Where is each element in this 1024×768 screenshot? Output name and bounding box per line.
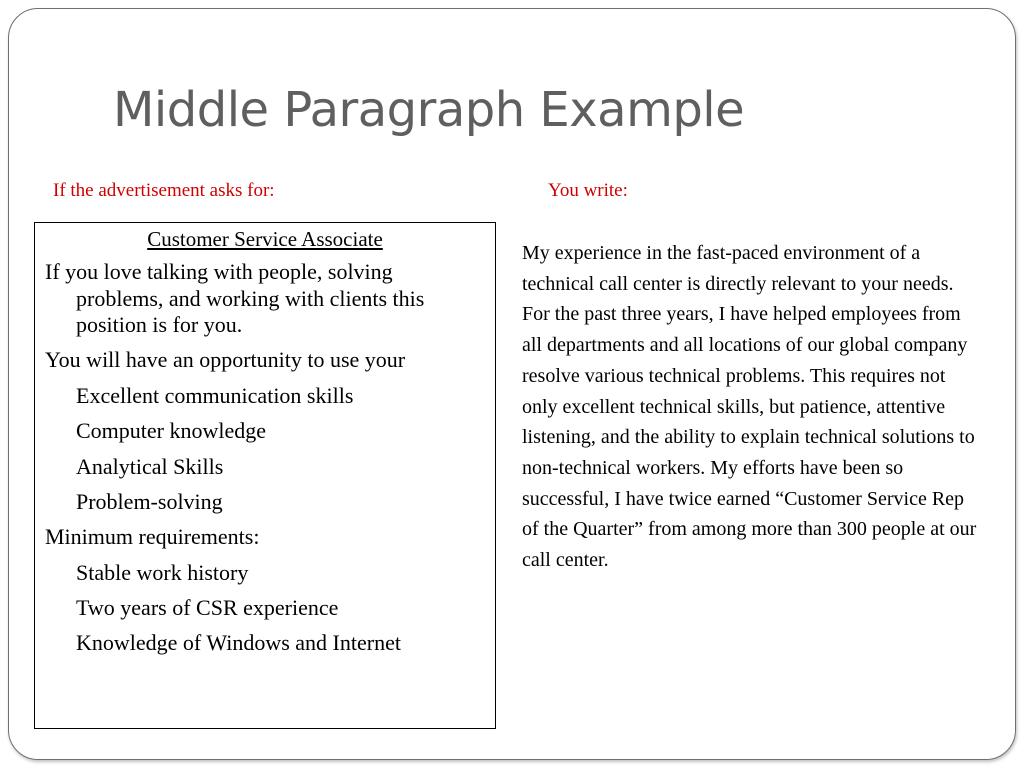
ad-requirement-item: Knowledge of Windows and Internet xyxy=(76,630,401,656)
ad-intro: If you love talking with people, solving problems, and working with clients this position is for you. xyxy=(45,259,425,337)
ad-skill-item: Computer knowledge xyxy=(76,418,267,444)
example-paragraph: My experience in the fast-paced environment of a technical call center is directly relevant to your needs. For the past three years, I have helped employees from all departments and all locations of our global company resolve various technical problems. This requires not only excellent technical skills, but patience, attentive listening, and the ability to explain technical solutions to non-technical workers. My efforts have been so successful, I have twice earned “Customer Service Rep of the Quarter” from among more than 300 people at our call center. xyxy=(522,242,977,572)
ad-skill-item: Problem-solving xyxy=(76,488,223,514)
slide-title: Middle Paragraph Example xyxy=(113,82,745,138)
advertisement-box xyxy=(34,222,496,729)
ad-requirements-label: Minimum requirements: xyxy=(45,524,260,550)
ad-requirement-item: Stable work history xyxy=(76,559,249,585)
ad-title: Customer Service Associate xyxy=(147,227,383,251)
ad-requirement-item: Two years of CSR experience xyxy=(76,595,339,621)
ad-opportunity-label: You will have an opportunity to use your xyxy=(45,347,406,373)
right-column-heading: You write: xyxy=(548,180,628,201)
left-column-heading: If the advertisement asks for: xyxy=(53,180,275,201)
ad-skill-item: Analytical Skills xyxy=(76,453,224,479)
ad-skill-item: Excellent communication skills xyxy=(76,382,354,408)
